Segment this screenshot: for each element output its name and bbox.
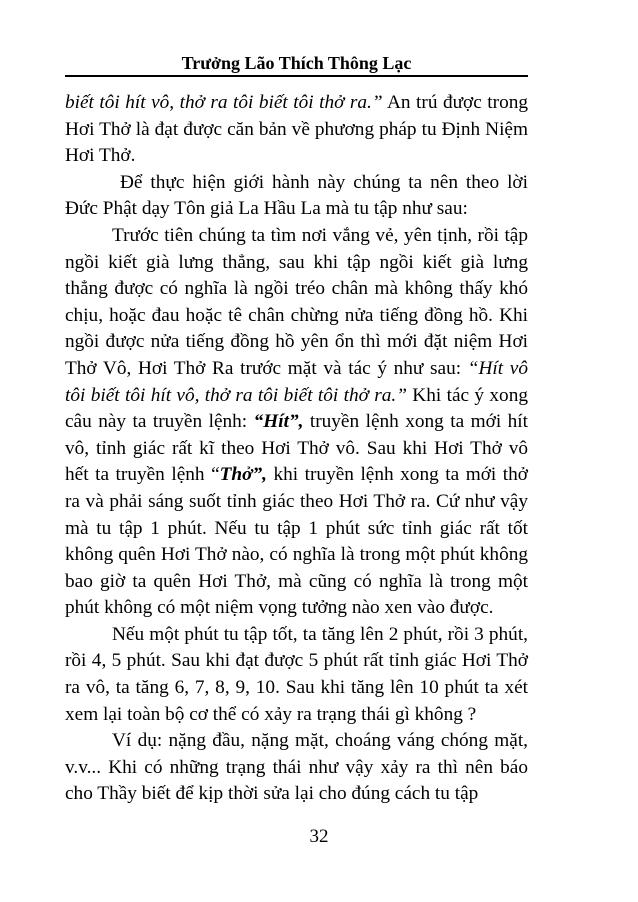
- paragraph-text: An trú được trong Hơi Thở là đạt được căn bản về phương pháp tu Định Niệm Hơi Thở.: [65, 92, 529, 167]
- header-rule: [65, 75, 528, 77]
- italic-quote: biết tôi hít vô, thở ra tôi biết tôi thở ra.”: [65, 92, 383, 113]
- paragraph-4: Nếu một phút tu tập tốt, ta tăng lên 2 phút, rồi 3 phút, rồi 4, 5 phút. Sau khi đạt được 5 phút rất tỉnh giác Hơi Thở ra vô, ta tăng 6, 7, 8, 9, 10. Sau khi tăng lên 10 phút ta xét xem lại toàn bộ cơ thể có xảy ra trạng thái gì không ?: [65, 623, 528, 725]
- running-header: Trưởng Lão Thích Thông Lạc: [181, 53, 412, 73]
- italic-quote: “Hít vô tôi biết tôi hít vô, thở ra tôi biết tôi thở ra.”: [65, 357, 528, 406]
- paragraph-2: Để thực hiện giới hành này chúng ta nên theo lời Đức Phật dạy Tôn giả La Hầu La mà tu tập như sau:: [65, 171, 528, 220]
- paragraph-3: [65, 223, 528, 622]
- paragraph-text: truyền lệnh xong ta mới hít vô, tỉnh giác rất kĩ theo Hơi Thở vô. Sau khi Hơi Thở vô hết ta truyền lệnh “: [65, 411, 528, 486]
- paragraph-text: Trước tiên chúng ta tìm nơi vắng vẻ, yên tịnh, rồi tập ngồi kiết già lưng thẳng, sau khi tập ngồi kiết già lưng thẳng được có nghĩa là ngồi tréo chân mà không thấy khó chịu, hoặc đau hoặc tê chân chừng nửa tiếng đồng hồ. Khi ngồi được nửa tiếng đồng hồ yên ổn thì mới đặt niệm Hơi Thở Vô, Hơi Thở Ra trước mặt và tác ý như sau:: [65, 224, 528, 379]
- paragraph-1: [65, 90, 528, 170]
- page-number: 32: [309, 826, 329, 847]
- page-body: [65, 90, 528, 808]
- paragraph-text: Khi tác ý xong câu này ta truyền lệnh:: [65, 384, 528, 433]
- bold-italic-command: “Hít”,: [253, 411, 304, 433]
- bold-italic-command: Thở”,: [219, 464, 267, 486]
- paragraph-5: Ví dụ: nặng đầu, nặng mặt, choáng váng chóng mặt, v.v... Khi có những trạng thái như vậy xảy ra thì nên báo cho Thầy biết để kịp thời sửa lại cho đúng cách tu tập: [65, 730, 528, 805]
- paragraph-text: khi truyền lệnh xong ta mới thở ra và phải sáng suốt tỉnh giác theo Hơi Thở ra. Cứ như vậy mà tu tập 1 phút. Nếu tu tập 1 phút sức tỉnh giác rất tốt không quên Hơi Thở nào, có nghĩa là trong một phút không bao giờ ta quên Hơi Thở, mà cũng có nghĩa là trong một phút không có một niệm vọng tưởng nào xen vào được.: [65, 464, 528, 619]
